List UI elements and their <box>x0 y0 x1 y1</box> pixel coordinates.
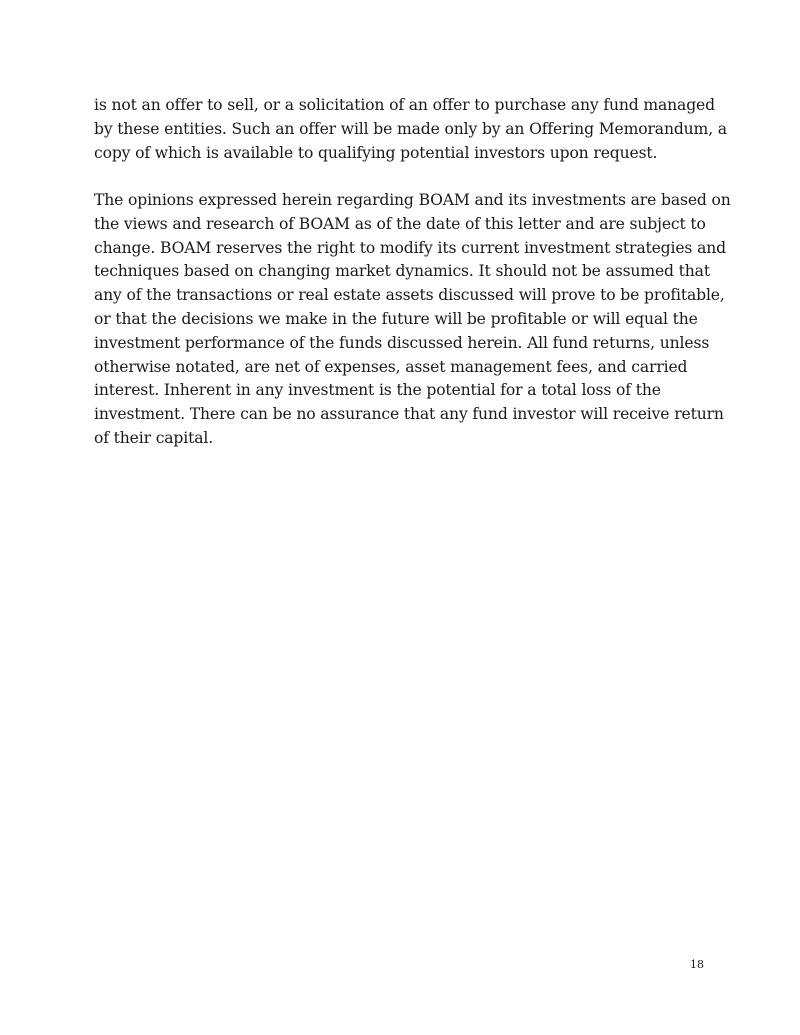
text-line: any of the transactions or real estate assets discussed will prove to be profitable, <box>94 286 725 305</box>
page-number: 18 <box>690 958 704 971</box>
text-line: or that the decisions we make in the future will be profitable or will equal the <box>94 309 698 328</box>
text-line: change. BOAM reserves the right to modify its current investment strategies and <box>94 238 726 257</box>
text-line: the views and research of BOAM as of the date of this letter and are subject to <box>94 214 706 233</box>
disclaimer-paragraph-opinions <box>94 189 731 451</box>
disclaimer-paragraph-offer <box>94 94 727 165</box>
text-line: is not an offer to sell, or a solicitation of an offer to purchase any fund managed <box>94 96 715 114</box>
text-line: investment performance of the funds discussed herein. All fund returns, unless <box>94 333 710 352</box>
text-line: techniques based on changing market dynamics. It should not be assumed that <box>94 262 710 281</box>
text-line: by these entities. Such an offer will be made only by an Offering Memorandum, a <box>94 119 727 138</box>
text-line: interest. Inherent in any investment is the potential for a total loss of the <box>94 381 661 400</box>
text-line: otherwise notated, are net of expenses, asset management fees, and carried <box>94 357 688 376</box>
text-line: The opinions expressed herein regarding BOAM and its investments are based on <box>94 191 731 209</box>
text-line: investment. There can be no assurance that any fund investor will receive return <box>94 405 724 424</box>
text-line: copy of which is available to qualifying potential investors upon request. <box>94 143 658 162</box>
text-line: of their capital. <box>94 428 214 447</box>
